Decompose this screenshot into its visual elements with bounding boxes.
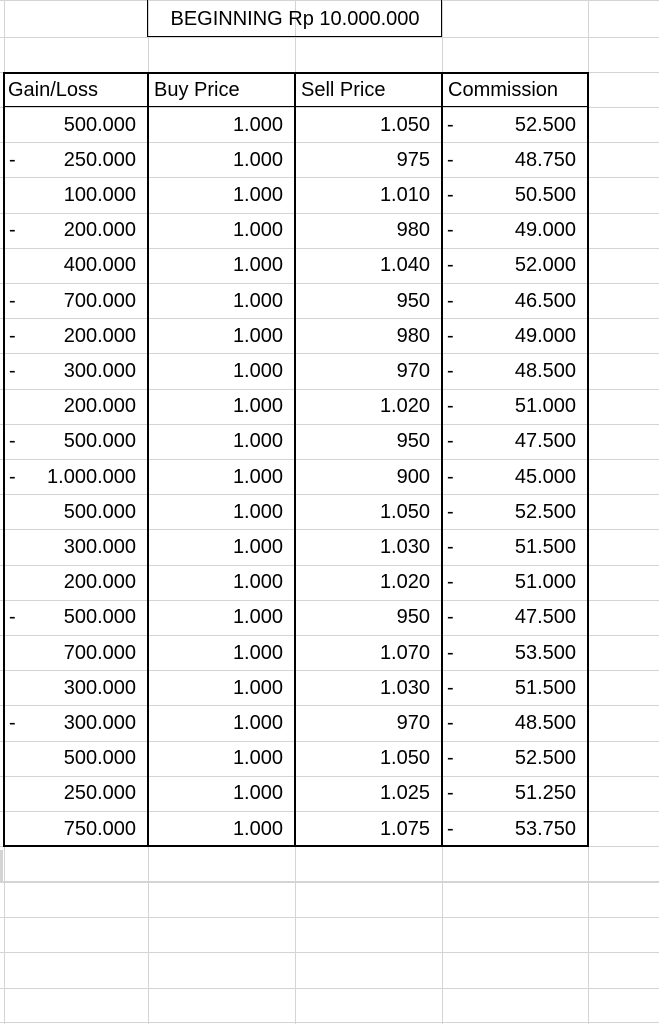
commission-sign: - xyxy=(447,219,454,242)
gain-loss-value: 100.000 xyxy=(63,183,136,206)
commission-value: 48.500 xyxy=(514,711,576,734)
sell-price-value: 1.030 xyxy=(379,535,430,558)
gain-loss-value: 500.000 xyxy=(63,606,136,629)
title-border xyxy=(147,0,148,37)
commission-value: 49.000 xyxy=(514,219,576,242)
gain-loss-value: 250.000 xyxy=(63,148,136,171)
gain-loss-value: 300.000 xyxy=(63,676,136,699)
header-sell-price: Sell Price xyxy=(301,78,386,101)
sell-price-value: 1.050 xyxy=(379,747,430,770)
sell-price-value: 950 xyxy=(396,606,430,629)
table-border xyxy=(3,72,589,74)
selection-marker xyxy=(0,850,3,882)
gain-sign: - xyxy=(9,289,16,312)
commission-value: 51.500 xyxy=(514,676,576,699)
gain-sign: - xyxy=(9,219,16,242)
header-gain-loss: Gain/Loss xyxy=(8,78,99,101)
gain-loss-value: 200.000 xyxy=(63,219,136,242)
commission-sign: - xyxy=(447,676,454,699)
gain-sign: - xyxy=(9,430,16,453)
commission-value: 51.000 xyxy=(514,571,576,594)
sell-price-value: 1.040 xyxy=(379,254,430,277)
gain-loss-value: 300.000 xyxy=(63,535,136,558)
commission-value: 49.000 xyxy=(514,324,576,347)
gain-sign: - xyxy=(9,606,16,629)
buy-price-value: 1.000 xyxy=(232,676,283,699)
gain-loss-value: 500.000 xyxy=(63,430,136,453)
title-border xyxy=(441,0,442,37)
commission-value: 51.500 xyxy=(514,535,576,558)
gain-loss-value: 700.000 xyxy=(63,641,136,664)
gain-loss-value: 500.000 xyxy=(63,747,136,770)
commission-value: 51.250 xyxy=(514,782,576,805)
sell-price-value: 950 xyxy=(396,430,430,453)
gain-loss-value: 1.000.000 xyxy=(47,465,136,488)
sell-price-value: 1.020 xyxy=(379,395,430,418)
gain-sign: - xyxy=(9,359,16,382)
buy-price-value: 1.000 xyxy=(232,359,283,382)
commission-value: 53.500 xyxy=(514,641,576,664)
gridline-h xyxy=(0,988,659,989)
buy-price-value: 1.000 xyxy=(232,183,283,206)
commission-sign: - xyxy=(447,535,454,558)
gain-sign: - xyxy=(9,465,16,488)
gridline-h xyxy=(0,882,659,883)
gridline-h xyxy=(0,952,659,953)
commission-value: 45.000 xyxy=(514,465,576,488)
buy-price-value: 1.000 xyxy=(232,219,283,242)
commission-sign: - xyxy=(447,571,454,594)
buy-price-value: 1.000 xyxy=(232,747,283,770)
sell-price-value: 975 xyxy=(396,148,430,171)
gain-sign: - xyxy=(9,711,16,734)
sell-price-value: 1.030 xyxy=(379,676,430,699)
sell-price-value: 980 xyxy=(396,324,430,347)
table-border xyxy=(294,72,296,846)
commission-sign: - xyxy=(447,359,454,382)
buy-price-value: 1.000 xyxy=(232,324,283,347)
buy-price-value: 1.000 xyxy=(232,711,283,734)
commission-value: 51.000 xyxy=(514,395,576,418)
gain-loss-value: 400.000 xyxy=(63,254,136,277)
beginning-balance-title: BEGINNING Rp 10.000.000 xyxy=(170,7,420,30)
commission-sign: - xyxy=(447,817,454,840)
buy-price-value: 1.000 xyxy=(232,254,283,277)
commission-value: 52.000 xyxy=(514,254,576,277)
commission-sign: - xyxy=(447,641,454,664)
title-border xyxy=(147,36,442,37)
buy-price-value: 1.000 xyxy=(232,500,283,523)
commission-sign: - xyxy=(447,395,454,418)
commission-value: 52.500 xyxy=(514,747,576,770)
sell-price-value: 980 xyxy=(396,219,430,242)
table-border xyxy=(587,72,589,846)
sell-price-value: 970 xyxy=(396,359,430,382)
gain-loss-value: 300.000 xyxy=(63,711,136,734)
commission-sign: - xyxy=(447,606,454,629)
sell-price-value: 1.050 xyxy=(379,113,430,136)
buy-price-value: 1.000 xyxy=(232,465,283,488)
commission-value: 53.750 xyxy=(514,817,576,840)
commission-sign: - xyxy=(447,148,454,171)
commission-value: 48.750 xyxy=(514,148,576,171)
gain-loss-value: 500.000 xyxy=(63,500,136,523)
buy-price-value: 1.000 xyxy=(232,606,283,629)
commission-value: 50.500 xyxy=(514,183,576,206)
sell-price-value: 1.075 xyxy=(379,817,430,840)
commission-value: 47.500 xyxy=(514,430,576,453)
commission-value: 46.500 xyxy=(514,289,576,312)
commission-sign: - xyxy=(447,430,454,453)
commission-sign: - xyxy=(447,711,454,734)
sell-price-value: 1.025 xyxy=(379,782,430,805)
commission-sign: - xyxy=(447,500,454,523)
buy-price-value: 1.000 xyxy=(232,641,283,664)
gain-loss-value: 250.000 xyxy=(63,782,136,805)
gain-sign: - xyxy=(9,148,16,171)
gridline-h xyxy=(0,37,659,38)
buy-price-value: 1.000 xyxy=(232,817,283,840)
gain-loss-value: 500.000 xyxy=(63,113,136,136)
commission-sign: - xyxy=(447,183,454,206)
table-border xyxy=(441,72,443,846)
sell-price-value: 950 xyxy=(396,289,430,312)
buy-price-value: 1.000 xyxy=(232,395,283,418)
commission-sign: - xyxy=(447,254,454,277)
commission-sign: - xyxy=(447,113,454,136)
table-border xyxy=(3,106,589,107)
buy-price-value: 1.000 xyxy=(232,535,283,558)
buy-price-value: 1.000 xyxy=(232,571,283,594)
commission-sign: - xyxy=(447,289,454,312)
gain-loss-value: 700.000 xyxy=(63,289,136,312)
gain-loss-value: 300.000 xyxy=(63,359,136,382)
gridline-h xyxy=(0,917,659,918)
header-commission: Commission xyxy=(448,78,559,101)
table-border xyxy=(3,845,589,847)
sell-price-value: 1.070 xyxy=(379,641,430,664)
gain-loss-value: 200.000 xyxy=(63,324,136,347)
commission-sign: - xyxy=(447,747,454,770)
commission-sign: - xyxy=(447,324,454,347)
buy-price-value: 1.000 xyxy=(232,430,283,453)
buy-price-value: 1.000 xyxy=(232,782,283,805)
sell-price-value: 970 xyxy=(396,711,430,734)
table-border xyxy=(147,72,149,846)
gain-loss-value: 200.000 xyxy=(63,395,136,418)
sell-price-value: 1.050 xyxy=(379,500,430,523)
buy-price-value: 1.000 xyxy=(232,148,283,171)
table-border xyxy=(3,72,5,846)
gridline-h xyxy=(0,1022,659,1023)
sell-price-value: 1.020 xyxy=(379,571,430,594)
buy-price-value: 1.000 xyxy=(232,113,283,136)
commission-value: 47.500 xyxy=(514,606,576,629)
gain-loss-value: 750.000 xyxy=(63,817,136,840)
commission-sign: - xyxy=(447,465,454,488)
gain-sign: - xyxy=(9,324,16,347)
gain-loss-value: 200.000 xyxy=(63,571,136,594)
commission-value: 52.500 xyxy=(514,500,576,523)
sell-price-value: 1.010 xyxy=(379,183,430,206)
sell-price-value: 900 xyxy=(396,465,430,488)
header-buy-price: Buy Price xyxy=(154,78,240,101)
commission-sign: - xyxy=(447,782,454,805)
commission-value: 48.500 xyxy=(514,359,576,382)
commission-value: 52.500 xyxy=(514,113,576,136)
buy-price-value: 1.000 xyxy=(232,289,283,312)
